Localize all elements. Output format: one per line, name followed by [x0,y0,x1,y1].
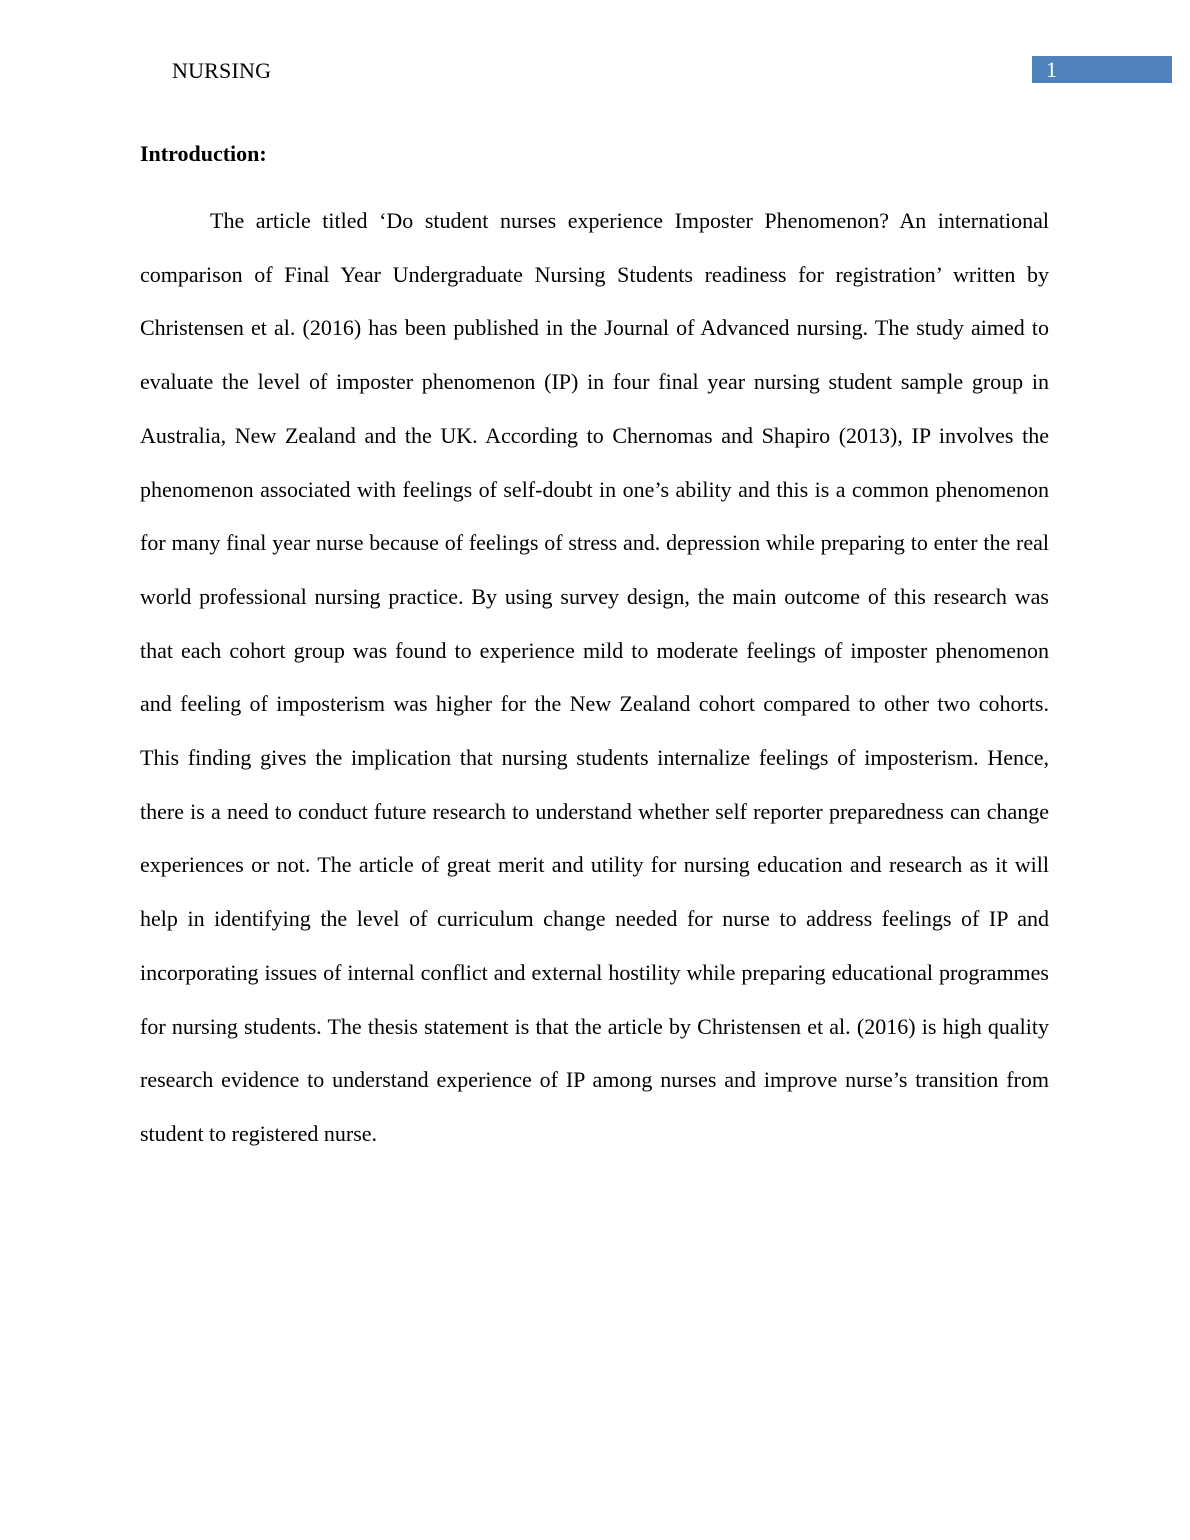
running-head: NURSING [172,58,272,83]
page-number-badge [1032,56,1172,83]
page-number: 1 [1046,57,1057,82]
document-body [140,138,1049,1161]
body-paragraph: The article titled ‘Do student nurses experience Imposter Phenomenon? An international comparison of Final Year Undergraduate Nursing Students readiness for registration’ written by Christensen et al. (2016) has been published in the Journal of Advanced nursing. The study aimed to evaluate the level of imposter phenomenon (IP) in four final year nursing student sample group in Australia, New Zealand and the UK. According to Chernomas and Shapiro (2013), IP involves the phenomenon associated with feelings of self-doubt in one’s ability and this is a common phenomenon for many final year nurse because of feelings of stress and. depression while preparing to enter the real world professional nursing practice. By using survey design, the main outcome of this research was that each cohort group was found to experience mild to moderate feelings of imposter phenomenon and feeling of imposterism was higher for the New Zealand cohort compared to other two cohorts. This finding gives the implication that nursing students internalize feelings of imposterism. Hence, there is a need to conduct future research to understand whether self reporter preparedness can change experiences or not. The article of great merit and utility for nursing education and research as it will help in identifying the level of curriculum change needed for nurse to address feelings of IP and incorporating issues of internal conflict and external hostility while preparing educational programmes for nursing students. The thesis statement is that the article by Christensen et al. (2016) is high quality research evidence to understand experience of IP among nurses and improve nurse’s transition from student to registered nurse. [140,208,1049,1146]
section-heading: Introduction: [140,141,267,166]
page-header [0,56,1190,84]
